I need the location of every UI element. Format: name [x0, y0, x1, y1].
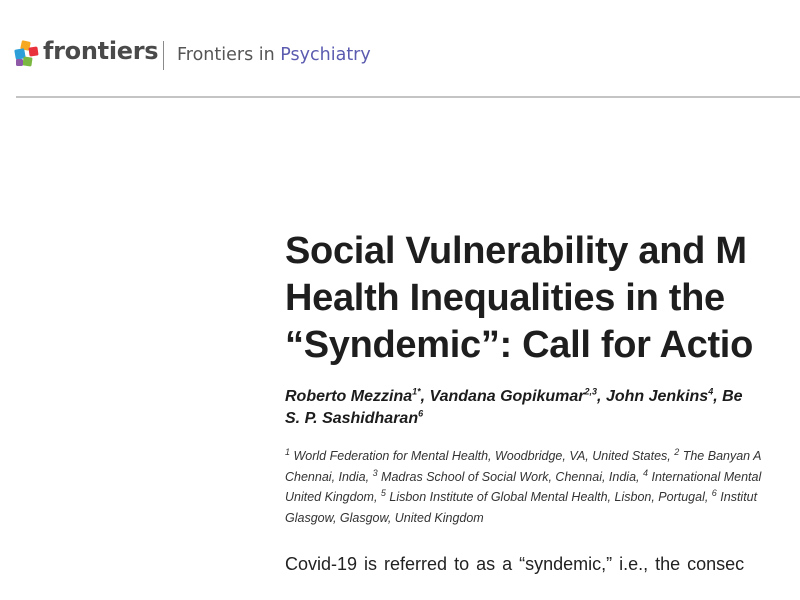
- affiliation-marker: 6: [418, 408, 424, 419]
- affiliations: [285, 446, 800, 528]
- affiliation-line: [285, 487, 800, 508]
- affiliation-line: [285, 508, 800, 529]
- logo-square-purple: [16, 59, 23, 66]
- affiliation-number: 2: [674, 446, 680, 457]
- frontiers-logo-icon[interactable]: [14, 40, 40, 68]
- affiliation-number: 6: [711, 487, 717, 498]
- journal-prefix: Frontiers in: [177, 45, 281, 65]
- author-separator: ,: [420, 388, 430, 405]
- affiliation-line: [285, 467, 800, 488]
- author-list: [285, 386, 800, 430]
- logo-square-green: [22, 56, 32, 66]
- author-separator: ,: [597, 388, 606, 405]
- author-separator: ,: [713, 388, 723, 405]
- author-line: [285, 408, 800, 430]
- article-front-matter: [285, 228, 800, 576]
- header-rule: [16, 96, 800, 98]
- journal-name[interactable]: [177, 45, 371, 65]
- author-name[interactable]: Be: [722, 388, 743, 405]
- affiliation-marker: 2,3: [584, 386, 598, 397]
- abstract-text: Covid-19 is referred to as a “syndemic,” i.e., the consec: [285, 554, 745, 574]
- title-line: Social Vulnerability and M: [285, 230, 747, 272]
- affiliation-marker: 1*: [412, 386, 421, 397]
- journal-subject: Psychiatry: [280, 45, 371, 65]
- affiliation-text: World Federation for Mental Health, Woodbridge, VA, United States,: [290, 449, 675, 463]
- article-title: [285, 228, 800, 369]
- page-header: [0, 0, 800, 98]
- affiliation-text: United Kingdom,: [285, 490, 381, 504]
- affiliation-text: Madras School of Social Work, Chennai, India,: [377, 469, 643, 484]
- author-name[interactable]: S. P. Sashidharan: [285, 410, 419, 427]
- affiliation-text: Lisbon Institute of Global Mental Health, Lisbon, Portugal,: [385, 490, 712, 504]
- logo-square-red: [28, 46, 38, 56]
- author-name[interactable]: Vandana Gopikumar: [429, 388, 585, 405]
- affiliation-number: 4: [642, 467, 648, 478]
- author-name[interactable]: Roberto Mezzina: [285, 388, 413, 405]
- author-name[interactable]: John Jenkins: [605, 388, 709, 405]
- affiliation-text: The Banyan A: [679, 449, 762, 463]
- brand-wordmark[interactable]: frontiers: [43, 37, 159, 65]
- header-divider: [163, 41, 164, 70]
- affiliation-text: Chennai, India,: [285, 469, 373, 484]
- affiliation-marker: 4: [708, 386, 714, 397]
- affiliation-number: 3: [372, 467, 378, 478]
- title-line: Health Inequalities in the: [285, 277, 725, 319]
- affiliation-text: Glasgow, Glasgow, United Kingdom: [285, 510, 484, 525]
- affiliation-text: International Mental: [648, 469, 762, 484]
- author-line: [285, 386, 800, 408]
- affiliation-line: [285, 446, 800, 467]
- affiliation-number: 1: [285, 446, 291, 457]
- title-line: “Syndemic”: Call for Actio: [285, 324, 753, 366]
- affiliation-text: Institut: [716, 490, 758, 504]
- affiliation-number: 5: [380, 487, 386, 498]
